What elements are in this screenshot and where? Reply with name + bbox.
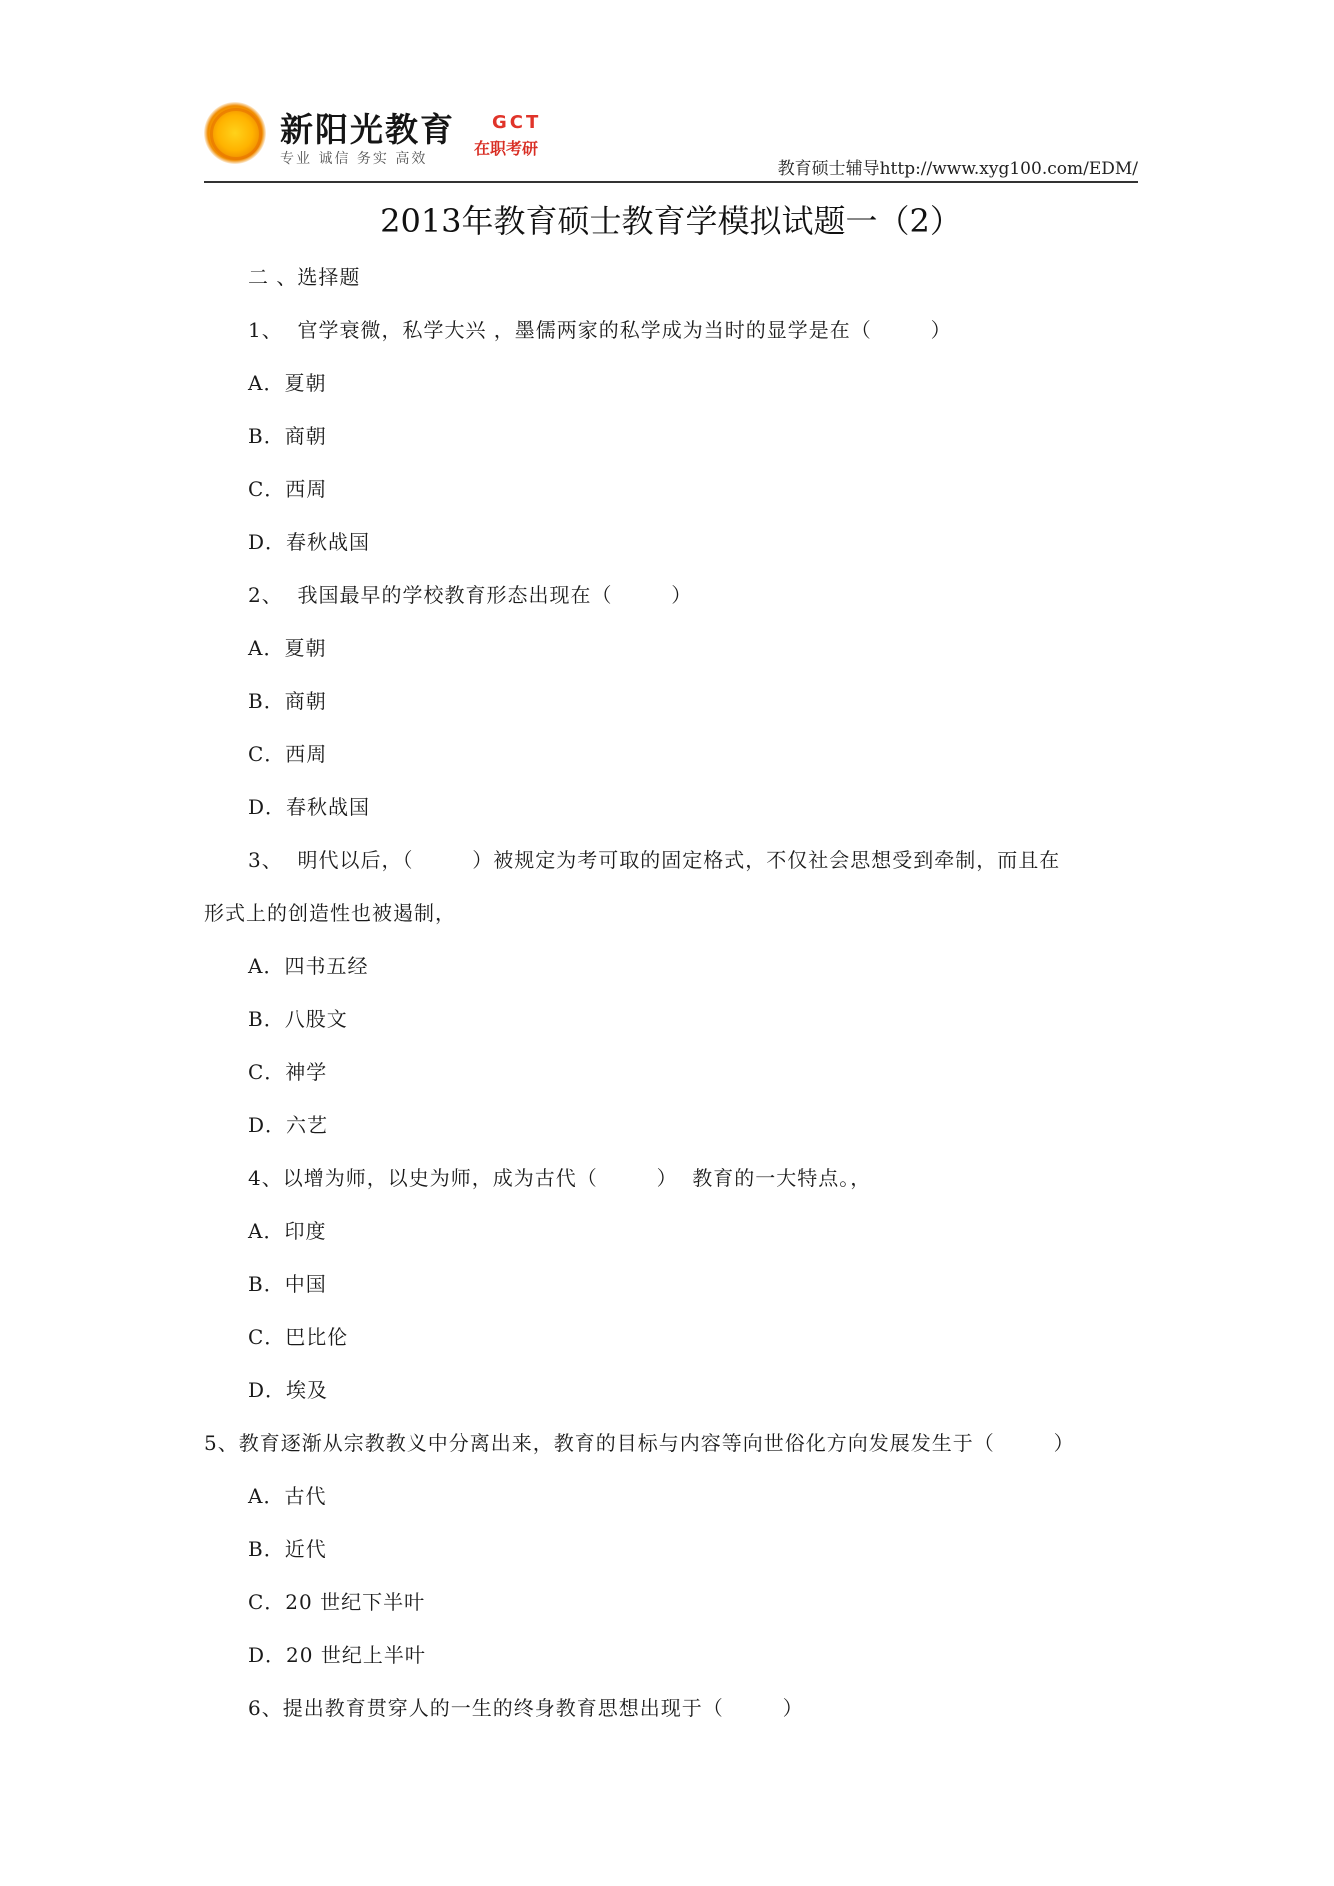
q3-option-d: D．六艺 [248,1113,329,1137]
header-divider [204,181,1138,183]
logo-badge-sub: 在职考研 [474,139,539,158]
question-1: 1、 官学衰微，私学大兴 ，墨儒两家的私学成为当时的显学是在（ ） [248,318,952,342]
logo-ring [210,108,262,160]
page-header [204,96,1138,182]
q4-option-a: A．印度 [248,1219,327,1243]
q1-option-b: B．商朝 [248,424,327,448]
document-title: 2013年教育硕士教育学模拟试题一（2） [380,202,962,240]
q2-option-d: D．春秋战国 [248,795,371,819]
section-heading: 二 、选择题 [248,265,361,289]
q5-option-a: A．古代 [248,1484,327,1508]
q2-option-a: A．夏朝 [248,636,327,660]
q5-option-b: B．近代 [248,1537,327,1561]
question-6: 6、提出教育贯穿人的一生的终身教育思想出现于（ ） [248,1696,804,1720]
document-body [204,262,1138,1723]
logo-badge: GCT [492,112,542,133]
q1-option-d: D．春秋战国 [248,530,371,554]
q1-option-c: C．西周 [248,477,328,501]
q1-option-a: A．夏朝 [248,371,327,395]
q4-option-d: D．埃及 [248,1378,329,1402]
q3-option-c: C．神学 [248,1060,328,1084]
question-3-line-1: 3、 明代以后，（ ）被规定为考可取的固定格式，不仅社会思想受到牵制，而且在 [248,848,1061,872]
q4-option-c: C．巴比伦 [248,1325,349,1349]
q3-option-a: A．四书五经 [248,954,369,978]
q4-option-b: B．中国 [248,1272,327,1296]
q2-option-c: C．西周 [248,742,328,766]
question-5: 5、教育逐渐从宗教教义中分离出来，教育的目标与内容等向世俗化方向发展发生于（ ） [204,1431,1075,1455]
question-3-line-2: 形式上的创造性也被遏制， [204,901,456,925]
question-4: 4、以增为师，以史为师，成为古代（ ） 教育的一大特点。， [248,1166,872,1190]
q3-option-b: B．八股文 [248,1007,348,1031]
q5-option-c: C．20 世纪下半叶 [248,1590,426,1614]
logo-name: 新阳光教育 [280,110,455,149]
q2-option-b: B．商朝 [248,689,327,713]
logo-slogan: 专业 诚信 务实 高效 [280,151,428,167]
question-2: 2、 我国最早的学校教育形态出现在（ ） [248,583,693,607]
q5-option-d: D．20 世纪上半叶 [248,1643,426,1667]
header-link[interactable]: 教育硕士辅导http://www.xyg100.com/EDM/ [777,159,1138,179]
